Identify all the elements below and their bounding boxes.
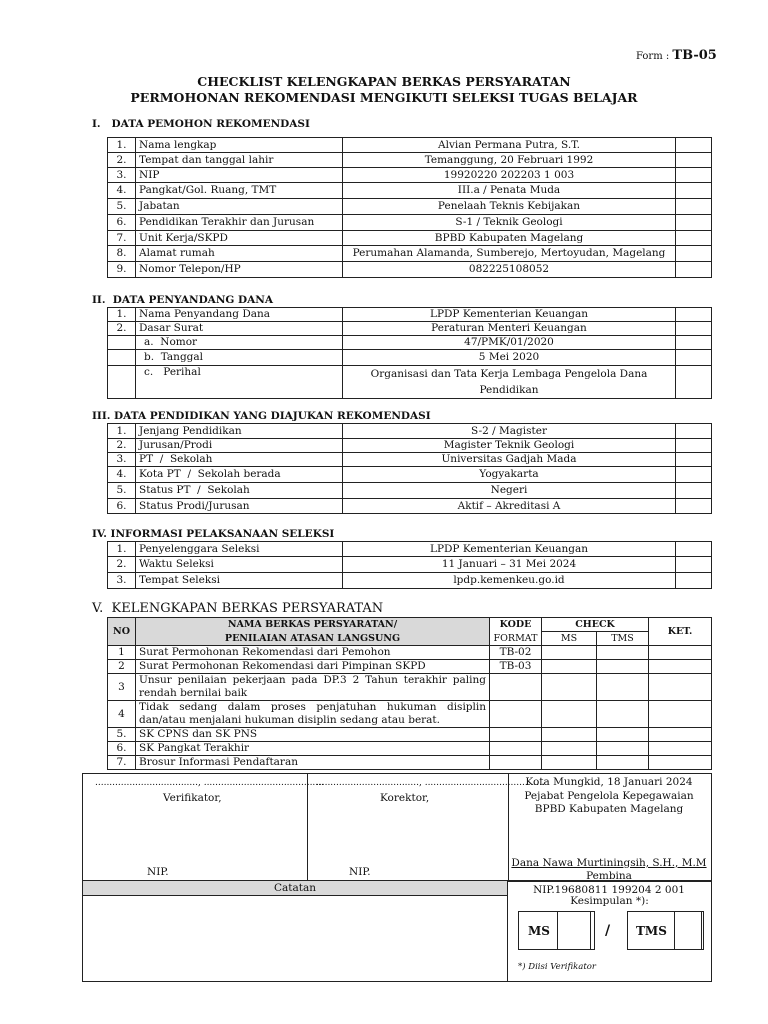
- row-check-cell[interactable]: [676, 215, 712, 231]
- kesimpulan-label: Kesimpulan *):: [570, 895, 649, 907]
- row-value: Aktif – Akreditasi A: [343, 499, 676, 514]
- checklist-ms-cell[interactable]: [542, 674, 597, 701]
- row-label: NIP: [136, 168, 343, 183]
- checklist-number: 7.: [108, 756, 136, 770]
- row-number: [108, 366, 136, 399]
- section5-heading: V. KELENGKAPAN BERKAS PERSYARATAN: [92, 601, 384, 616]
- row-label: Waktu Seleksi: [136, 557, 343, 573]
- row-value: Penelaah Teknis Kebijakan: [343, 199, 676, 215]
- checklist-number: 3: [108, 674, 136, 701]
- table-row: [108, 183, 712, 199]
- row-label: b. Tanggal: [136, 350, 343, 366]
- row-value: Peraturan Menteri Keuangan: [343, 322, 676, 336]
- row-check-cell[interactable]: [676, 366, 712, 399]
- checklist-row: [108, 660, 712, 674]
- row-label: Unit Kerja/SKPD: [136, 231, 343, 246]
- section4-heading: IV. INFORMASI PELAKSANAAN SELEKSI: [92, 528, 335, 540]
- verifikator-nip: NIP.: [147, 866, 169, 878]
- row-label: Jenjang Pendidikan: [136, 424, 343, 439]
- korektor-dots: ...................................., ..........................................: [316, 778, 545, 788]
- checklist-format-code: [490, 728, 542, 742]
- row-check-cell[interactable]: [676, 439, 712, 453]
- checklist-ket-cell[interactable]: [649, 742, 712, 756]
- checklist-document-name: Brosur Informasi Pendaftaran: [136, 756, 490, 770]
- checklist-row: [108, 742, 712, 756]
- row-check-cell[interactable]: [676, 199, 712, 215]
- checklist-tms-cell[interactable]: [597, 756, 649, 770]
- row-value: S-2 / Magister: [343, 424, 676, 439]
- row-value: LPDP Kementerian Keuangan: [343, 308, 676, 322]
- checklist-ket-cell[interactable]: [649, 728, 712, 742]
- row-value: LPDP Kementerian Keuangan: [343, 542, 676, 557]
- checklist-document-name: SK CPNS dan SK PNS: [136, 728, 490, 742]
- row-value: lpdp.kemenkeu.go.id: [343, 573, 676, 589]
- checklist-number: 2: [108, 660, 136, 674]
- form-code-prefix: Form :: [636, 51, 670, 62]
- checklist-format-code: [490, 701, 542, 728]
- ms-box[interactable]: [518, 911, 595, 950]
- checklist-number: 5.: [108, 728, 136, 742]
- row-check-cell[interactable]: [676, 467, 712, 483]
- row-check-cell[interactable]: [676, 153, 712, 168]
- row-value: BPBD Kabupaten Magelang: [343, 231, 676, 246]
- table-row: [108, 499, 712, 514]
- row-number: 1.: [108, 308, 136, 322]
- checklist-document-name: SK Pangkat Terakhir: [136, 742, 490, 756]
- row-label: Tempat Seleksi: [136, 573, 343, 589]
- checklist-tms-cell[interactable]: [597, 674, 649, 701]
- korektor-label: Korektor,: [380, 792, 430, 804]
- row-number: 2.: [108, 439, 136, 453]
- row-number: 3.: [108, 573, 136, 589]
- row-label: Penyelenggara Seleksi: [136, 542, 343, 557]
- row-number: [108, 350, 136, 366]
- row-check-cell[interactable]: [676, 231, 712, 246]
- row-value: Magister Teknik Geologi: [343, 439, 676, 453]
- row-label: Tempat dan tanggal lahir: [136, 153, 343, 168]
- col-kode-header-2: FORMAT: [490, 632, 542, 646]
- tms-box[interactable]: [627, 911, 704, 950]
- checklist-tms-cell[interactable]: [597, 701, 649, 728]
- table-row: [108, 439, 712, 453]
- section2-heading: II. DATA PENYANDANG DANA: [92, 294, 274, 306]
- row-number: 7.: [108, 231, 136, 246]
- table-row: [108, 199, 712, 215]
- doc-title-line2: PERMOHONAN REKOMENDASI MENGIKUTI SELEKSI TUGAS BELAJAR: [130, 90, 638, 105]
- row-check-cell[interactable]: [676, 499, 712, 514]
- catatan-header: Catatan: [82, 880, 508, 896]
- checklist-tms-cell[interactable]: [597, 742, 649, 756]
- checklist-format-code: [490, 674, 542, 701]
- official-block: [509, 776, 709, 897]
- row-label: Status Prodi/Jurusan: [136, 499, 343, 514]
- row-label: Nama lengkap: [136, 138, 343, 153]
- row-label: a. Nomor: [136, 336, 343, 350]
- official-rank: Pembina: [586, 870, 632, 882]
- checklist-number: 6.: [108, 742, 136, 756]
- row-number: 1.: [108, 542, 136, 557]
- table-row: [108, 366, 712, 399]
- row-check-cell[interactable]: [676, 138, 712, 153]
- row-check-cell[interactable]: [676, 542, 712, 557]
- section5-table: [107, 617, 712, 770]
- checklist-document-name: Tidak sedang dalam proses penjatuhan hukuman disiplin dan/atau menjalani hukuman disiplin sedang atau berat.: [136, 701, 490, 728]
- row-number: 8.: [108, 246, 136, 262]
- checklist-format-code: TB-02: [490, 646, 542, 660]
- ms-label: MS: [528, 924, 550, 938]
- row-value: Alvian Permana Putra, S.T.: [343, 138, 676, 153]
- verifikator-dots: ...................................., ..........................................: [95, 778, 324, 788]
- row-value: Negeri: [343, 483, 676, 499]
- kesimpulan-box: [507, 880, 712, 982]
- row-check-cell[interactable]: [676, 557, 712, 573]
- table-row: [108, 424, 712, 439]
- checklist-tms-cell[interactable]: [597, 660, 649, 674]
- row-value: Yogyakarta: [343, 467, 676, 483]
- row-check-cell[interactable]: [676, 350, 712, 366]
- col-ms-header: MS: [542, 632, 597, 646]
- row-number: 2.: [108, 557, 136, 573]
- checklist-ms-cell[interactable]: [542, 646, 597, 660]
- checklist-document-name: Surat Permohonan Rekomendasi dari Pemohon: [136, 646, 490, 660]
- checklist-ket-cell[interactable]: [649, 660, 712, 674]
- row-number: 2.: [108, 322, 136, 336]
- row-label: Nama Penyandang Dana: [136, 308, 343, 322]
- row-label: Pendidikan Terakhir dan Jurusan: [136, 215, 343, 231]
- row-label: Pangkat/Gol. Ruang, TMT: [136, 183, 343, 199]
- checklist-ket-cell[interactable]: [649, 756, 712, 770]
- footnote: *) Diisi Verifikator: [518, 962, 596, 972]
- row-label: c. Perihal: [136, 366, 343, 399]
- table-row: [108, 542, 712, 557]
- table-row: [108, 168, 712, 183]
- row-check-cell[interactable]: [676, 183, 712, 199]
- table-row: [108, 215, 712, 231]
- checklist-number: 1: [108, 646, 136, 660]
- checklist-format-code: [490, 756, 542, 770]
- form-code: [636, 48, 717, 63]
- checklist-row: [108, 728, 712, 742]
- place-date: Kota Mungkid, 18 Januari 2024: [525, 776, 693, 788]
- checklist-number: 4: [108, 701, 136, 728]
- row-check-cell[interactable]: [676, 424, 712, 439]
- row-check-cell[interactable]: [676, 336, 712, 350]
- checklist-document-name: Surat Permohonan Rekomendasi dari Pimpinan SKPD: [136, 660, 490, 674]
- row-check-cell[interactable]: [676, 453, 712, 467]
- checklist-row: [108, 701, 712, 728]
- row-label: Alamat rumah: [136, 246, 343, 262]
- row-check-cell[interactable]: [676, 573, 712, 589]
- table-row: [108, 467, 712, 483]
- row-number: 6.: [108, 215, 136, 231]
- table-row: [108, 308, 712, 322]
- row-check-cell[interactable]: [676, 262, 712, 278]
- row-value: 11 Januari – 31 Mei 2024: [343, 557, 676, 573]
- ms-checkbox[interactable]: [557, 912, 591, 949]
- row-label: PT / Sekolah: [136, 453, 343, 467]
- checklist-ket-cell[interactable]: [649, 674, 712, 701]
- table-row: [108, 322, 712, 336]
- row-label: Dasar Surat: [136, 322, 343, 336]
- row-check-cell[interactable]: [676, 308, 712, 322]
- signature-divider-1: [307, 774, 308, 881]
- checklist-ket-cell[interactable]: [649, 701, 712, 728]
- checklist-row: [108, 674, 712, 701]
- table-row: [108, 231, 712, 246]
- row-number: 3.: [108, 453, 136, 467]
- row-label: Nomor Telepon/HP: [136, 262, 343, 278]
- official-name: Dana Nawa Murtiningsih, S.H., M.M: [511, 856, 707, 869]
- official-title: Pejabat Pengelola Kepegawaian: [524, 789, 694, 802]
- section1-table: [107, 137, 712, 278]
- checklist-ms-cell[interactable]: [542, 701, 597, 728]
- row-label: Jabatan: [136, 199, 343, 215]
- row-value: 19920220 202203 1 003: [343, 168, 676, 183]
- row-check-cell[interactable]: [676, 246, 712, 262]
- office-name: BPBD Kabupaten Magelang: [534, 803, 684, 815]
- tms-checkbox[interactable]: [674, 912, 702, 949]
- table-row: [108, 573, 712, 589]
- row-number: 4.: [108, 183, 136, 199]
- conclusion-slash: /: [605, 923, 611, 939]
- col-name-header-1: NAMA BERKAS PERSYARATAN/: [136, 618, 490, 632]
- col-kode-header-1: KODE: [490, 618, 542, 632]
- verifikator-label: Verifikator,: [163, 792, 222, 804]
- row-number: 6.: [108, 499, 136, 514]
- table-row: [108, 138, 712, 153]
- checklist-format-code: TB-03: [490, 660, 542, 674]
- section1-heading: I. DATA PEMOHON REKOMENDASI: [92, 118, 310, 130]
- table-row: [108, 246, 712, 262]
- tms-label: TMS: [636, 924, 667, 938]
- checklist-ms-cell[interactable]: [542, 728, 597, 742]
- row-value: Universitas Gadjah Mada: [343, 453, 676, 467]
- row-number: 9.: [108, 262, 136, 278]
- row-check-cell[interactable]: [676, 483, 712, 499]
- col-check-header: CHECK: [542, 618, 649, 632]
- section3-heading: III. DATA PENDIDIKAN YANG DIAJUKAN REKOMENDASI: [92, 410, 431, 422]
- row-number: 2.: [108, 153, 136, 168]
- row-check-cell[interactable]: [676, 322, 712, 336]
- checklist-ms-cell[interactable]: [542, 660, 597, 674]
- row-number: 1.: [108, 138, 136, 153]
- checklist-format-code: [490, 742, 542, 756]
- row-value: 5 Mei 2020: [343, 350, 676, 366]
- korektor-nip: NIP.: [349, 866, 371, 878]
- row-number: 5.: [108, 483, 136, 499]
- row-label: Status PT / Sekolah: [136, 483, 343, 499]
- col-tms-header: TMS: [597, 632, 649, 646]
- col-ket-header: KET.: [649, 618, 712, 646]
- row-value: III.a / Penata Muda: [343, 183, 676, 199]
- checklist-tms-cell[interactable]: [597, 646, 649, 660]
- table-row: [108, 262, 712, 278]
- section3-table: [107, 423, 712, 514]
- row-number: 1.: [108, 424, 136, 439]
- row-number: 3.: [108, 168, 136, 183]
- row-check-cell[interactable]: [676, 168, 712, 183]
- table-row: [108, 453, 712, 467]
- table-row: [108, 153, 712, 168]
- table-row: [108, 336, 712, 350]
- checklist-document-name: Unsur penilaian pekerjaan pada DP.3 2 Tahun terakhir paling rendah bernilai baik: [136, 674, 490, 701]
- row-label: Jurusan/Prodi: [136, 439, 343, 453]
- row-value: 082225108052: [343, 262, 676, 278]
- checklist-tms-cell[interactable]: [597, 728, 649, 742]
- row-label: Kota PT / Sekolah berada: [136, 467, 343, 483]
- row-number: 5.: [108, 199, 136, 215]
- section2-table: [107, 307, 712, 399]
- col-name-header-2: PENILAIAN ATASAN LANGSUNG: [136, 632, 490, 646]
- official-nip: NIP.19680811 199204 2 001: [533, 883, 685, 896]
- checklist-ms-cell[interactable]: [542, 756, 597, 770]
- row-value: 47/PMK/01/2020: [343, 336, 676, 350]
- row-value: S-1 / Teknik Geologi: [343, 215, 676, 231]
- checklist-row: [108, 756, 712, 770]
- row-value: Organisasi dan Tata Kerja Lembaga Pengelola Dana Pendidikan: [343, 366, 676, 399]
- row-value: Temanggung, 20 Februari 1992: [343, 153, 676, 168]
- checklist-row: [108, 646, 712, 660]
- checklist-ket-cell[interactable]: [649, 646, 712, 660]
- table-row: [108, 483, 712, 499]
- col-no-header: NO: [108, 618, 136, 646]
- table-row: [108, 350, 712, 366]
- form-code-value: TB-05: [672, 48, 717, 63]
- catatan-box[interactable]: [82, 895, 508, 982]
- row-number: [108, 336, 136, 350]
- row-value: Perumahan Alamanda, Sumberejo, Mertoyudan, Magelang: [343, 246, 676, 262]
- doc-title-line1: CHECKLIST KELENGKAPAN BERKAS PERSYARATAN: [197, 74, 571, 89]
- section4-table: [107, 541, 712, 589]
- checklist-ms-cell[interactable]: [542, 742, 597, 756]
- table-row: [108, 557, 712, 573]
- row-number: 4.: [108, 467, 136, 483]
